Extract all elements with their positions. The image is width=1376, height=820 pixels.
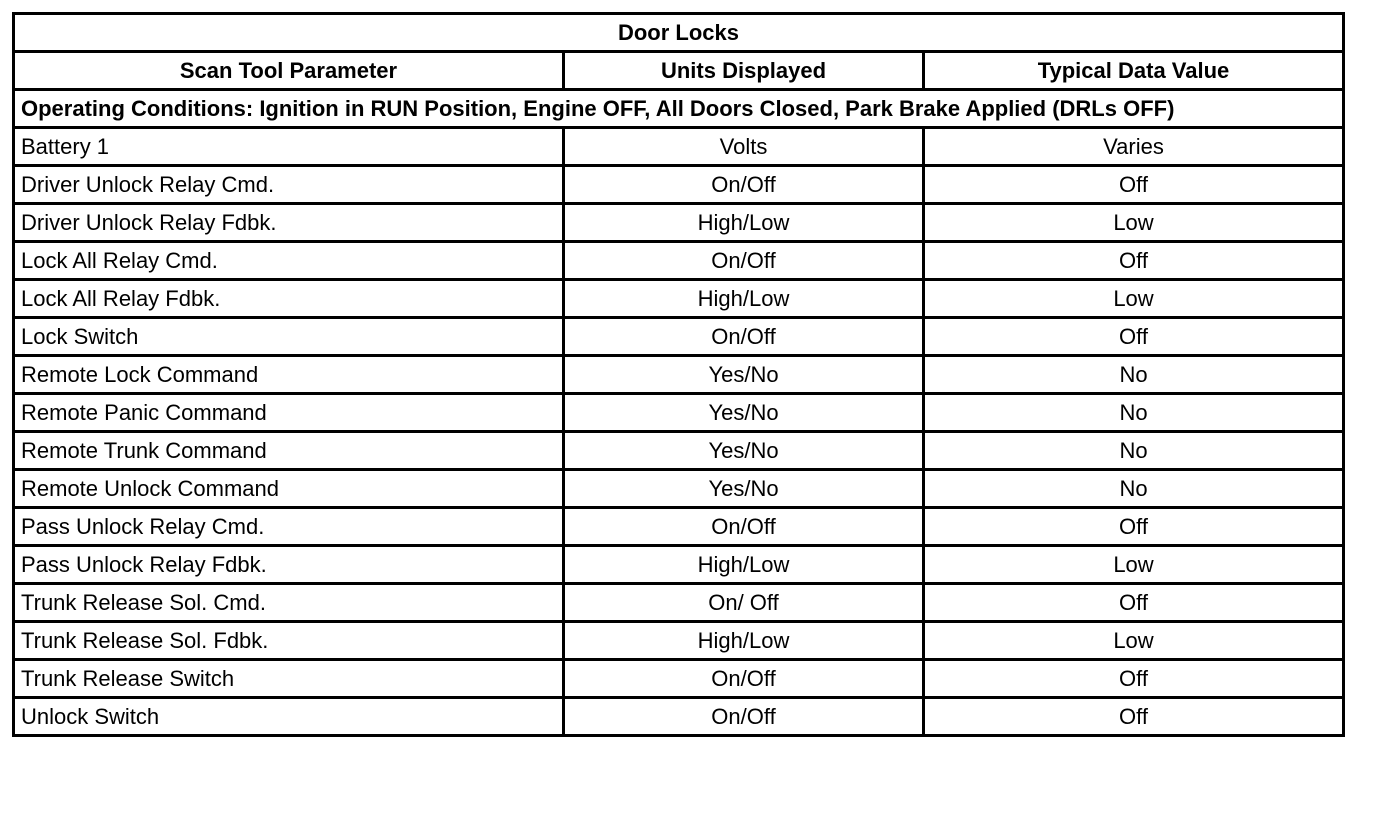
parameter-cell: Remote Panic Command [14, 394, 564, 432]
typical-value-cell: Low [924, 546, 1344, 584]
parameter-cell: Battery 1 [14, 128, 564, 166]
table-title: Door Locks [14, 14, 1344, 52]
units-cell: High/Low [564, 622, 924, 660]
table-row [14, 660, 1344, 698]
parameter-cell: Lock All Relay Fdbk. [14, 280, 564, 318]
parameter-cell: Unlock Switch [14, 698, 564, 736]
table-row [14, 698, 1344, 736]
parameter-cell: Pass Unlock Relay Fdbk. [14, 546, 564, 584]
parameter-cell: Trunk Release Sol. Cmd. [14, 584, 564, 622]
units-cell: On/Off [564, 508, 924, 546]
typical-value-cell: Off [924, 318, 1344, 356]
table-row [14, 470, 1344, 508]
typical-value-cell: Off [924, 660, 1344, 698]
table-row [14, 318, 1344, 356]
table-row [14, 204, 1344, 242]
door-locks-table [12, 12, 1345, 737]
typical-value-cell: Low [924, 204, 1344, 242]
table-row [14, 546, 1344, 584]
operating-conditions-row [14, 90, 1344, 128]
units-cell: On/Off [564, 166, 924, 204]
title-row [14, 14, 1344, 52]
typical-value-cell: Off [924, 242, 1344, 280]
table-row [14, 242, 1344, 280]
typical-value-cell: No [924, 470, 1344, 508]
typical-value-cell: No [924, 394, 1344, 432]
parameter-cell: Remote Trunk Command [14, 432, 564, 470]
table-row [14, 432, 1344, 470]
typical-value-cell: Varies [924, 128, 1344, 166]
parameter-cell: Trunk Release Switch [14, 660, 564, 698]
parameter-cell: Driver Unlock Relay Fdbk. [14, 204, 564, 242]
units-cell: Yes/No [564, 356, 924, 394]
parameter-cell: Lock All Relay Cmd. [14, 242, 564, 280]
operating-conditions: Operating Conditions: Ignition in RUN Position, Engine OFF, All Doors Closed, Park Brake Applied (DRLs OFF) [14, 90, 1344, 128]
units-cell: High/Low [564, 280, 924, 318]
table-body [14, 128, 1344, 736]
header-units-displayed: Units Displayed [564, 52, 924, 90]
units-cell: Yes/No [564, 470, 924, 508]
typical-value-cell: Low [924, 280, 1344, 318]
units-cell: High/Low [564, 204, 924, 242]
parameter-cell: Driver Unlock Relay Cmd. [14, 166, 564, 204]
header-scan-tool-parameter: Scan Tool Parameter [14, 52, 564, 90]
units-cell: On/Off [564, 698, 924, 736]
typical-value-cell: Low [924, 622, 1344, 660]
units-cell: High/Low [564, 546, 924, 584]
table-row [14, 508, 1344, 546]
units-cell: On/Off [564, 660, 924, 698]
units-cell: On/ Off [564, 584, 924, 622]
typical-value-cell: Off [924, 508, 1344, 546]
parameter-cell: Lock Switch [14, 318, 564, 356]
units-cell: Volts [564, 128, 924, 166]
header-row [14, 52, 1344, 90]
table-row [14, 584, 1344, 622]
parameter-cell: Remote Lock Command [14, 356, 564, 394]
typical-value-cell: Off [924, 584, 1344, 622]
units-cell: Yes/No [564, 394, 924, 432]
table-row [14, 622, 1344, 660]
table-row [14, 356, 1344, 394]
typical-value-cell: No [924, 356, 1344, 394]
units-cell: On/Off [564, 318, 924, 356]
parameter-cell: Remote Unlock Command [14, 470, 564, 508]
typical-value-cell: Off [924, 166, 1344, 204]
table-row [14, 128, 1344, 166]
parameter-cell: Pass Unlock Relay Cmd. [14, 508, 564, 546]
typical-value-cell: Off [924, 698, 1344, 736]
units-cell: On/Off [564, 242, 924, 280]
header-typical-data-value: Typical Data Value [924, 52, 1344, 90]
typical-value-cell: No [924, 432, 1344, 470]
table-row [14, 280, 1344, 318]
table-row [14, 394, 1344, 432]
units-cell: Yes/No [564, 432, 924, 470]
table-row [14, 166, 1344, 204]
parameter-cell: Trunk Release Sol. Fdbk. [14, 622, 564, 660]
